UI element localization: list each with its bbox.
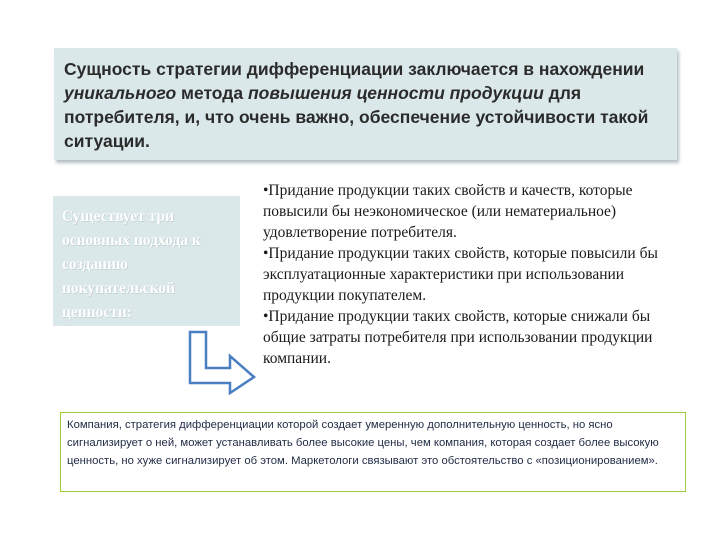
list-item: •Придание продукции таких свойств, которые повысили бы эксплуатационные характеристики при использовании продукции покупателем. <box>263 245 658 304</box>
positioning-note-box <box>60 412 686 492</box>
positioning-note-text: Компания, стратегия дифференциации которой создает умеренную дополнительную ценность, но ясно сигнализирует о ней, может устанавливать более высокие цены, чем компания, которая создает более высокую ценность, но хуже сигнализирует об этом. Маркетологи связывают это обстоятельство с «позиционированием». <box>67 419 659 467</box>
list-item: •Придание продукции таких свойств и качеств, которые повысили бы неэкономическое (или нематериальное) удовлетворение потребителя. <box>263 182 633 241</box>
list-item: •Придание продукции таких свойств, которые снижали бы общие затраты потребителя при использовании продукции компании. <box>263 308 653 367</box>
definition-emphasis-unique: уникального <box>64 83 177 103</box>
definition-part-5: для потребителя, и, что очень важно, обеспечение устойчивости такой ситуации. <box>64 83 649 151</box>
definition-emphasis-value: повышения ценности продукции <box>247 83 544 103</box>
definition-part-1: Сущность стратегии дифференциации заключается в нахождении <box>64 59 645 79</box>
bent-arrow-right-icon <box>188 330 258 396</box>
approaches-intro-box <box>53 196 240 326</box>
approaches-intro-text: Существует три основных подхода к созданию покупательской ценности: <box>62 208 201 321</box>
title-box <box>54 48 677 160</box>
definition-part-3: метода <box>176 83 248 103</box>
approaches-list <box>263 180 683 369</box>
definition-text <box>64 57 667 153</box>
